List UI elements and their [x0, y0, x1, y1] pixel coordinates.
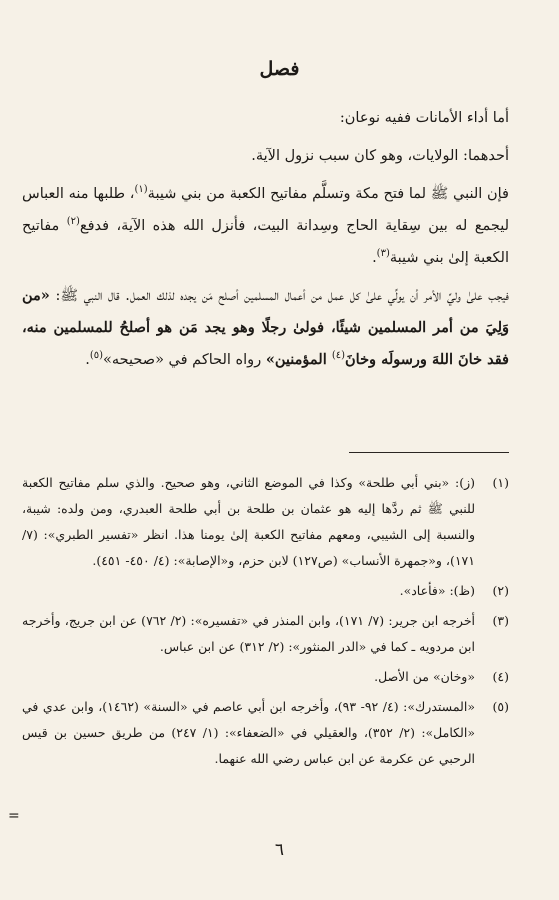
footnote-number: (٤) [492, 669, 509, 684]
main-text [22, 102, 509, 382]
footnote-text: «وخان» من الأصل. [374, 669, 475, 684]
paragraph-3-text-d: . [372, 250, 377, 266]
footnote-text: (ز): «بني أبي طلحة» وكذا في الموضع الثاني، وهو صحيح. والذي سلم مفاتيح الكعبة للنبي ﷺ ثم ردَّها إليه هو عثمان بن طلحة بن أبي طلحة العبدري، ومن ولده: شيبة، والنسبة إلى الشيبي، ومعهم مفاتيح الكعبة إلىٰ يومنا هذا. انظر «تفسير الطبري»: (٧/ ١٧١)، و«جمهرة الأنساب» (ص١٢٧) لابن حزم، و«الإصابة»: (٤/ ٤٥٠- ٤٥١). [22, 475, 475, 568]
footnotes [22, 470, 509, 776]
footnote-item [22, 578, 509, 604]
paragraph-1: أما أداء الأمانات ففيه نوعان: [339, 110, 509, 126]
paragraph-4 [22, 280, 509, 376]
footnote-ref-1: (١) [134, 184, 148, 196]
footnote-ref-3: (٣) [376, 248, 390, 260]
footnote-number: (٣) [492, 613, 509, 628]
paragraph-3-text-b: ، طلبها منه العباس ليجمع له بين سِقاية الحاج وسِدانة البيت، فأنزل الله هذه الآية، فدفع [22, 186, 509, 234]
page-number: ٦ [274, 840, 285, 860]
paragraph-4-text-c: . [85, 352, 90, 368]
hadith-quote: «من وَلِيَ من أمر المسلمين شيئًا، فولىٰ رجلًا وهو يجد مَن هو أصلحُ للمسلمين منه، فقد خانَ اللهَ ورسولَه وخانَ [22, 287, 509, 368]
footnote-text: (ظ): «فأعاد». [399, 583, 475, 598]
hadith-quote-end: المؤمنين» [265, 351, 332, 368]
paragraph-3 [22, 178, 509, 274]
footnote-item [22, 608, 509, 660]
footnote-number: (١) [492, 475, 509, 490]
footnote-item [22, 694, 509, 772]
footnote-ref-5: (٥) [89, 350, 104, 362]
footnote-number: (٥) [492, 699, 509, 714]
footnote-item [22, 664, 509, 690]
section-title: فصل [259, 58, 300, 80]
footnote-text: أخرجه ابن جرير: (٧/ ١٧١)، وابن المنذر في «تفسيره»: (٢/ ٧٦٢) عن ابن جريج، وأخرجه ابن مردويه ـ كما في «الدر المنثور»: (٢/ ٣١٢) عن ابن عباس. [22, 613, 476, 654]
footnote-text: «المستدرك»: (٤/ ٩٢- ٩٣)، وأخرجه ابن أبي عاصم في «السنة» (١٤٦٢)، وابن عدي في «الكامل»: (٢/ ٣٥٢)، والعقيلي في «الضعفاء»: (١/ ٢٤٧) من طريق حسين بن قيس الرحبي عن عكرمة عن ابن عباس رضي الله عنهما. [22, 699, 475, 766]
paragraph-2: أحدهما: الولايات، وهو كان سبب نزول الآية. [251, 148, 509, 164]
footnote-number: (٢) [492, 583, 509, 598]
footnote-item [22, 470, 509, 574]
margin-mark: = [8, 808, 20, 824]
footnote-ref-4: (٤) [331, 350, 345, 362]
footnote-separator [349, 452, 509, 453]
footnote-ref-2: (٢) [66, 216, 80, 228]
paragraph-4-text-a: فيجب علىٰ وليِّ الأمر أن يولِّي علىٰ كل عمل من أعمال المسلمين أصلح مَن يجده لذلك العمل. قال النبي ﷺ: [49, 288, 509, 304]
paragraph-3-text-c: مفاتيح الكعبة إلىٰ بني شيبة [22, 218, 509, 266]
paragraph-3-text-a: فإن النبي ﷺ لما فتح مكة وتسلَّم مفاتيح الكعبة من بني شيبة [147, 186, 509, 202]
paragraph-4-text-b: رواه الحاكم في «صحيحه» [103, 352, 266, 368]
